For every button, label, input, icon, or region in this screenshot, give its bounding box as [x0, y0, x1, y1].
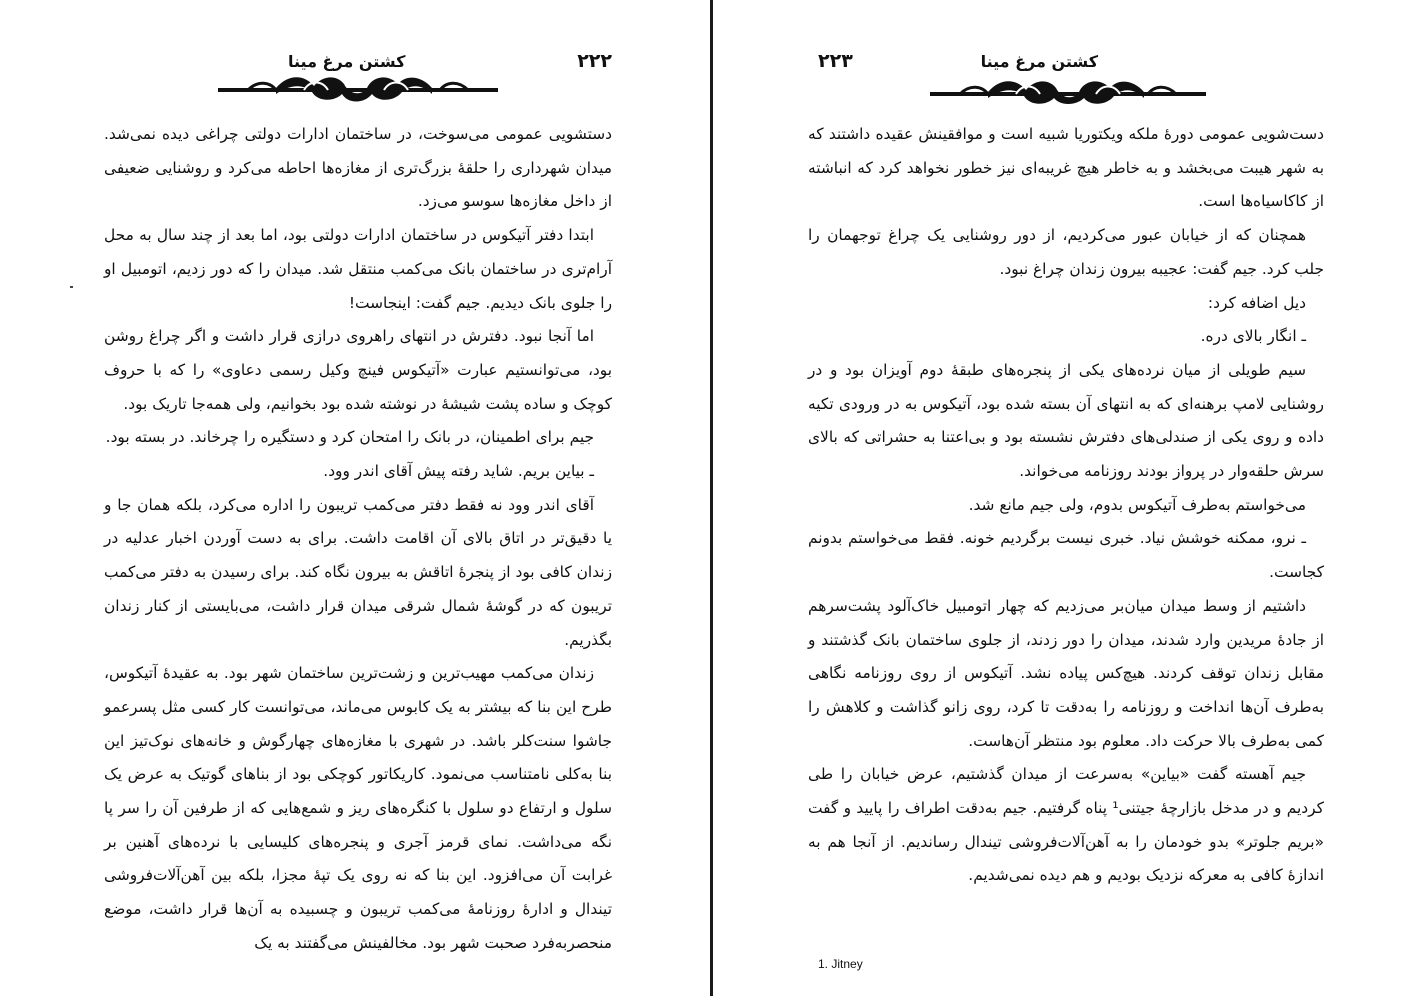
- paragraph: ـ بیاین بریم. شاید رفته پیش آقای اندر وود.: [323, 462, 594, 481]
- ornament-divider-icon: [218, 70, 498, 106]
- scan-speck: [70, 286, 73, 288]
- paragraph: ـ انگار بالای دره.: [1200, 327, 1306, 346]
- paragraph: ابتدا دفتر آتیکوس در ساختمان ادارات دولتی بود، اما بعد از چند سال به محل آرام‌تری در ساختمان بانک می‌کمب منتقل شد. میدان را که دور زدیم، اتومبیل او را جلوی بانک دیدیم. جیم گفت: اینجاست!: [104, 226, 612, 312]
- paragraph: می‌خواستم به‌طرف آتیکوس بدوم، ولی جیم مانع شد.: [968, 495, 1306, 514]
- page-number: ۲۲۳: [818, 50, 853, 72]
- running-title: کشتن مرغ مینا: [980, 51, 1098, 71]
- paragraph: داشتیم از وسط میدان میان‌بر می‌زدیم که چهار اتومبیل خاک‌آلود پشت‌سرهم از جادهٔ مریدین وارد شدند، میدان را دور زدند، از جلوی ساختمان بانک گذشتند و مقابل زندان توقف کردند. هیچ‌کس پیاده نشد. آتیکوس از روی روزنامه نگاهی به‌طرف آن‌ها انداخت و روزنامه را به‌دقت تا کرد، روی زانو گذاشت و کلاهش را کمی به‌طرف بالا حرکت داد. معلوم بود منتظر آن‌هاست.: [808, 596, 1324, 750]
- book-gutter: [710, 0, 713, 996]
- paragraph: جیم آهسته گفت «بیاین» به‌سرعت از میدان گذشتیم، عرض خیابان را طی کردیم و در مدخل بازارچهٔ جیتنی¹ پناه گرفتیم. جیم به‌دقت اطراف را پایید و گفت «بریم جلوتر» بدو خودمان را به آهن‌آلات‌فروشی تیندال رساندیم. از آنجا هم به اندازهٔ کافی به معرکه نزدیک بودیم و هم دیده نمی‌شدیم.: [808, 765, 1324, 885]
- paragraph: اما آنجا نبود. دفترش در انتهای راهروی درازی قرار داشت و اگر چراغ روشن بود، می‌توانستیم عبارت «آتیکوس فینچ وکیل رسمی دعاوی» را که با حروف کوچک و ساده پشت شیشهٔ در نوشته شده بود بخوانیم، ولی همه‌جا تاریک بود.: [104, 327, 612, 413]
- page-number: ۲۲۲: [577, 50, 612, 72]
- paragraph: سیم طویلی از میان نرده‌های یکی از پنجره‌های طبقهٔ دوم آویزان بود و در روشنایی لامپ برهنه‌ای که به انتهای آن بسته شده بود، آتیکوس به در ورودی تکیه داده و روی یکی از صندلی‌های دفترش نشسته بود و بی‌اعتنا به حشراتی که بالای سرش حلقه‌وار در پرواز بودند روزنامه می‌خواند.: [808, 360, 1324, 481]
- footnote: 1. Jitney: [818, 957, 863, 971]
- paragraph: جیم برای اطمینان، در بانک را امتحان کرد و دستگیره را چرخاند. در بسته بود.: [105, 428, 594, 447]
- right-page-body: [808, 118, 1324, 893]
- paragraph: دستشویی عمومی می‌سوخت، در ساختمان ادارات دولتی چراغی دیده نمی‌شد. میدان شهرداری را حلقهٔ بزرگ‌تری از مغازه‌ها احاطه می‌کرد و روشنایی ضعیفی از داخل مغازه‌ها سوسو می‌زد.: [104, 125, 612, 211]
- paragraph: همچنان که از خیابان عبور می‌کردیم، از دور روشنایی یک چراغ توجهمان را جلب کرد. جیم گفت: عجیبه بیرون زندان چراغ نبود.: [808, 226, 1324, 278]
- ornament-divider-icon: [930, 70, 1206, 106]
- paragraph: ـ نرو، ممکنه خوشش نیاد. خبری نیست برگردیم خونه. فقط می‌خواستم بدونم کجاست.: [808, 529, 1324, 582]
- paragraph: دست‌شویی عمومی دورهٔ ملکه ویکتوریا شبیه است و موافقینش عقیده داشتند که به شهر هیبت می‌بخشد و به خاطر هیچ غریبه‌ای نیز خطور نخواهد کرد که انباشته از کاکاسیاه‌ها است.: [808, 125, 1324, 211]
- left-page-body: [104, 118, 612, 961]
- right-page: [714, 0, 1423, 996]
- running-title: کشتن مرغ مینا: [288, 51, 406, 71]
- paragraph: آقای اندر وود نه فقط دفتر می‌کمب تریبون را اداره می‌کرد، بلکه همان جا و یا دقیق‌تر در اتاق بالای آن اقامت داشت. برای به دست آوردن اخبار عدلیه در زندان کافی بود از پنجرهٔ اتاقش به بیرون نگاه کند. برای رسیدن به دفتر می‌کمب تریبون که در گوشهٔ شمال شرقی میدان قرار داشت، می‌بایستی از کنار زندان بگذریم.: [104, 495, 612, 649]
- paragraph: زندان می‌کمب مهیب‌ترین و زشت‌ترین ساختمان شهر بود. به عقیدهٔ آتیکوس، طرح این بنا که بیشتر به یک کابوس می‌ماند، می‌توانست کار کسی مثل پسرعمو جاشوا سنت‌کلر باشد. در شهری با مغازه‌های چهارگوش و خانه‌های نوک‌تیز این بنا به‌کلی نامتناسب می‌نمود. کاریکاتور کوچکی بود از بناهای گوتیک به عرض یک سلول و ارتفاع دو سلول با کنگره‌های ریز و شمع‌هایی که از طرفین آن را سر پا نگه می‌داشت. نمای قرمز آجری و پنجره‌های کلیسایی با نرده‌های آهنین بر غرابت آن می‌افزود. این بنا که نه روی یک تپهٔ مجزا، بلکه بین آهن‌آلات‌فروشی تیندال و ادارهٔ روزنامهٔ می‌کمب تریبون و چسبیده به آن‌ها قرار داشت، موضع منحصربه‌فرد صحبت شهر بود. مخالفینش می‌گفتند به یک: [104, 664, 612, 952]
- paragraph: دیل اضافه کرد:: [1207, 293, 1306, 312]
